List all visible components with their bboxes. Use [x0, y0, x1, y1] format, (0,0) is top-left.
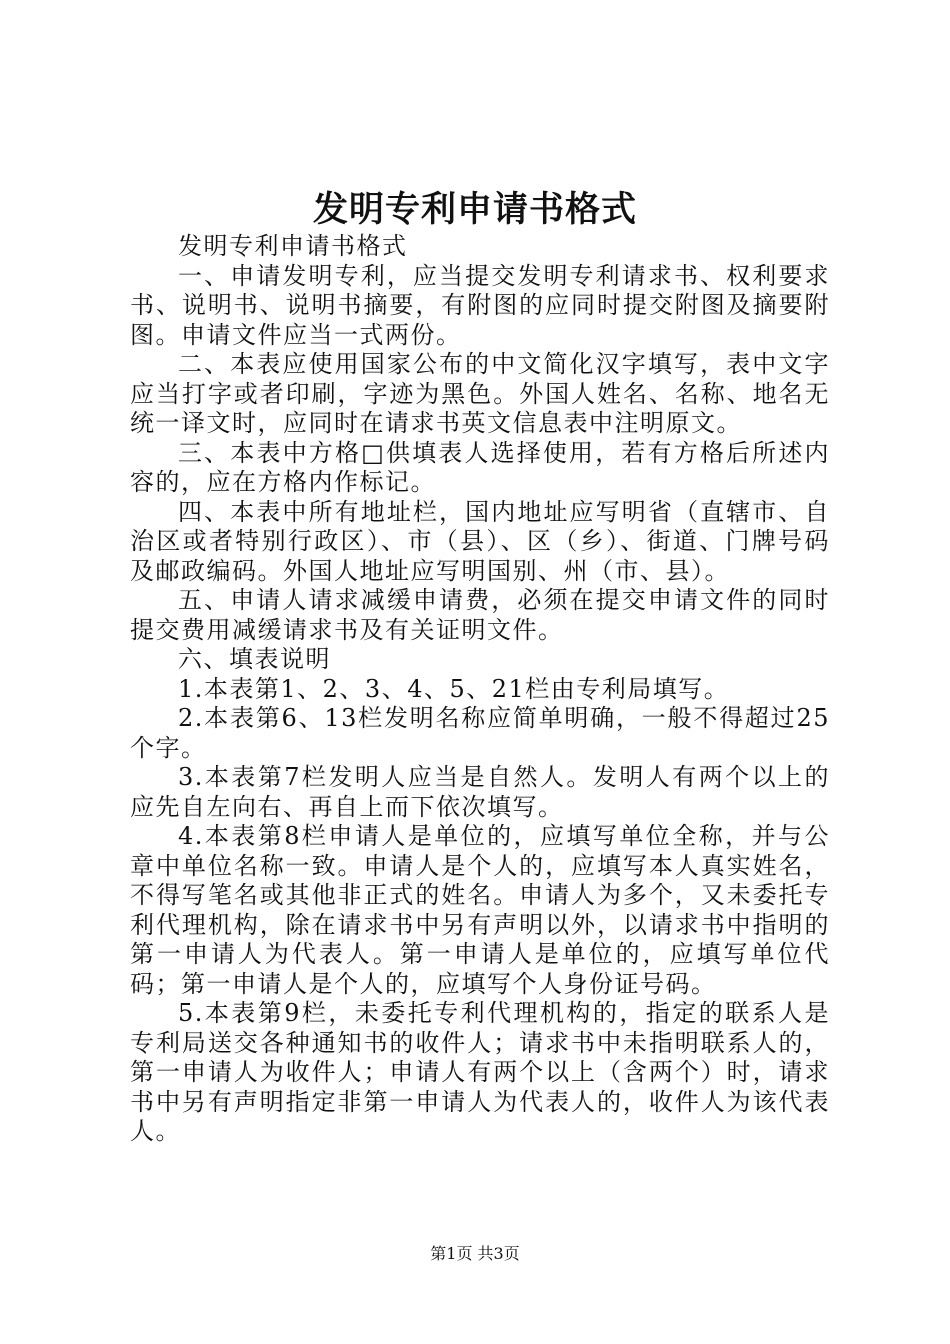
paragraph-item-3: 三、本表中方格□供填表人选择使用，若有方格后所述内容的，应在方格内作标记。 — [130, 438, 830, 496]
paragraph-item-6-heading: 六、填表说明 — [178, 645, 331, 673]
paragraph-note-2: 2.本表第6、13栏发明名称应简单明确，一般不得超过25个字。 — [130, 704, 830, 762]
paragraph-subtitle: 发明专利申请书格式 — [178, 232, 408, 260]
document-body — [130, 232, 830, 1147]
paragraph-note-3: 3.本表第7栏发明人应当是自然人。发明人有两个以上的应先自左向右、再自上而下依次填写。 — [130, 763, 830, 821]
paragraph-item-5: 五、申请人请求减缓申请费，必须在提交申请文件的同时提交费用减缓请求书及有关证明文件。 — [130, 586, 830, 644]
document-title: 发明专利申请书格式 — [312, 189, 637, 230]
paragraph-item-1: 一、申请发明专利，应当提交发明专利请求书、权利要求书、说明书、说明书摘要，有附图的应同时提交附图及摘要附图。申请文件应当一式两份。 — [130, 261, 830, 349]
page-footer: 第1页 共3页 — [430, 1244, 520, 1263]
paragraph-note-1: 1.本表第1、2、3、4、5、21栏由专利局填写。 — [178, 674, 730, 703]
paragraph-note-5: 5.本表第9栏，未委托专利代理机构的，指定的联系人是专利局送交各种通知书的收件人；请求书中未指明联系人的，第一申请人为收件人；申请人有两个以上（含两个）时，请求书中另有声明指定非第一申请人为代表人的，收件人为该代表人。 — [130, 999, 830, 1145]
paragraph-note-4: 4.本表第8栏申请人是单位的，应填写单位全称，并与公章中单位名称一致。申请人是个人的，应填写本人真实姓名，不得写笔名或其他非正式的姓名。申请人为多个，又未委托专利代理机构，除在请求书中另有声明以外，以请求书中指明的第一申请人为代表人。第一申请人是单位的，应填写单位代码；第一申请人是个人的，应填写个人身份证号码。 — [130, 822, 830, 998]
paragraph-item-4: 四、本表中所有地址栏，国内地址应写明省（直辖市、自治区或者特别行政区）、市（县）、区（乡）、街道、门牌号码及邮政编码。外国人地址应写明国别、州（市、县）。 — [130, 497, 830, 585]
paragraph-item-2: 二、本表应使用国家公布的中文简化汉字填写，表中文字应当打字或者印刷，字迹为黑色。外国人姓名、名称、地名无统一译文时，应同时在请求书英文信息表中注明原文。 — [130, 350, 830, 437]
